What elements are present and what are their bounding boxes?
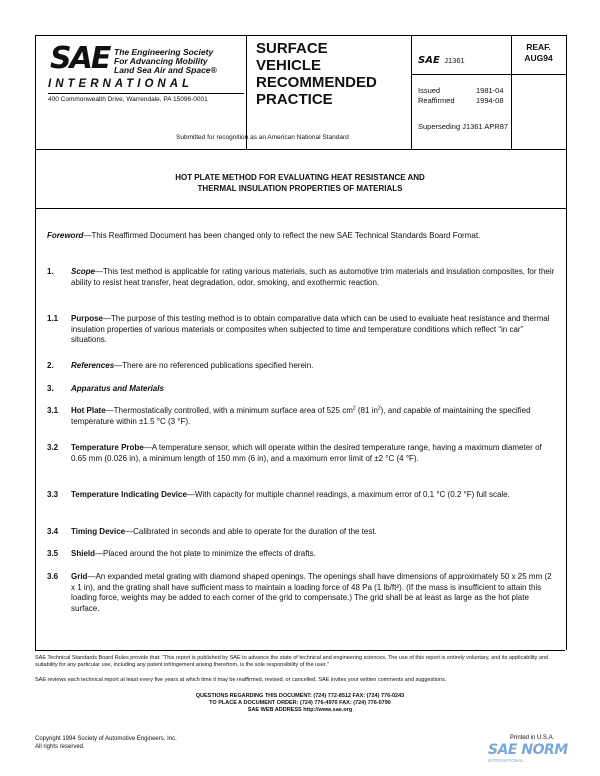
doc-number: SAE J1361 [418, 55, 465, 66]
header-divider [246, 36, 247, 149]
section-3-1: 3.1 Hot Plate—Thermostatically controlled, with a minimum surface area of 525 $cm^2$ (81 $in^2$), and capable of maintaining the specified temperature within ±1.5 °C (3 °F). [47, 405, 531, 426]
sae-logo: SAE [50, 41, 110, 76]
section-1-1: 1.1 Purpose—The purpose of this testing method is to obtain comparative data which can be used to evaluate heat resistance and thermal insulation properties of various materials or composites when subjected to time and temperature conditions which reflect “in car” situations. [47, 314, 550, 344]
foreword: Foreword—This Reaffirmed Document has been changed only to reflect the new SAE Technical Standards Board Format. [47, 231, 481, 240]
logo-rule [48, 93, 244, 94]
sae-tagline: The Engineering Society For Advancing Mobility Land Sea Air and Space® [114, 47, 217, 75]
footer-rule [35, 650, 565, 651]
sae-address: 400 Commonwealth Drive, Warrendale, PA 15096-0001 [48, 96, 208, 103]
header-divider [411, 74, 566, 75]
watermark-logo: SAE NORM INTERNATIONAL [488, 742, 568, 763]
document-header [35, 35, 567, 150]
document-title: HOT PLATE METHOD FOR EVALUATING HEAT RESISTANCE AND THERMAL INSULATION PROPERTIES OF MATERIALS [175, 173, 425, 193]
contact-info: QUESTIONS REGARDING THIS DOCUMENT: (724) 772-8512 FAX: (724) 776-0243 TO PLACE A DOCUMENT ORDER: (724) 776-4970 FAX: (724) 776-0790 SAE WEB ADDRESS http://www.sae.org [195, 693, 405, 713]
issue-dates: Issued 1981-04 Reaffirmed 1994-08 [418, 86, 504, 105]
superseding: Superseding J1361 APR87 [418, 122, 509, 131]
reaffirmation-stamp: REAF. AUG94 [524, 42, 553, 63]
doc-type: SURFACE VEHICLE RECOMMENDED PRACTICE [256, 40, 377, 108]
printed-in: Printed in U.S.A. [510, 735, 555, 741]
section-1: 1. Scope—This test method is applicable for rating various materials, such as automotive trim materials and insulation composites, for their ability to resist heat transfer, heat degradation, odor, smoking, and exothermic reaction. [47, 267, 555, 287]
review-note: SAE reviews each technical report at least every five years at which time it may be reaffirmed, revised, or cancelled. SAE invites your written comments and suggestions. [35, 677, 447, 683]
section-3-2: 3.2 Temperature Probe—A temperature sensor, which will operate within the desired temperature range, having a maximum diameter of 0.65 mm (0.026 in), a minimum length of 150 mm (6 in), and a maximum error limit of ±2 °C (4 °F). [47, 443, 542, 463]
section-3-4: 3.4 Timing Device—Calibrated in seconds and able to operate for the duration of the test. [47, 527, 377, 536]
copyright: Copyright 1994 Society of Automotive Engineers, Inc. All rights reserved. [35, 736, 177, 750]
section-2: 2. References—There are no referenced publications specified herein. [47, 361, 314, 370]
section-3-6: 3.6 Grid—An expanded metal grating with diamond shaped openings. The openings shall have dimensions of approximately 50 x 25 mm (2 x 1 in), and the grating shall have sufficient mass to maintain a loading force of 48 Pa (1 lb/ft²). (If the mass is insufficient to attain this loading force, weights may be added to each corner of the grid to compensate.) The grid shall be at least as large as the hot plate surface. [47, 572, 552, 613]
board-rules: SAE Technical Standards Board Rules provide that: “This report is published by SAE to advance the state of technical and engineering sciences. The use of this report is entirely voluntary, and its applicability and suitability for any particular use, including any patent infringement arising therefrom, is the sole responsibility of the user.” [35, 655, 549, 668]
international-label: INTERNATIONAL [48, 78, 194, 90]
section-3-5: 3.5 Shield—Placed around the hot plate to minimize the effects of drafts. [47, 549, 316, 558]
section-3: 3. Apparatus and Materials [47, 384, 164, 393]
ansi-note: Submitted for recognition as an American National Standard [176, 134, 349, 141]
section-3-3: 3.3 Temperature Indicating Device—With capacity for multiple channel readings, a maximum error of 0.1 °C (0.2 °F) full scale. [47, 490, 510, 499]
